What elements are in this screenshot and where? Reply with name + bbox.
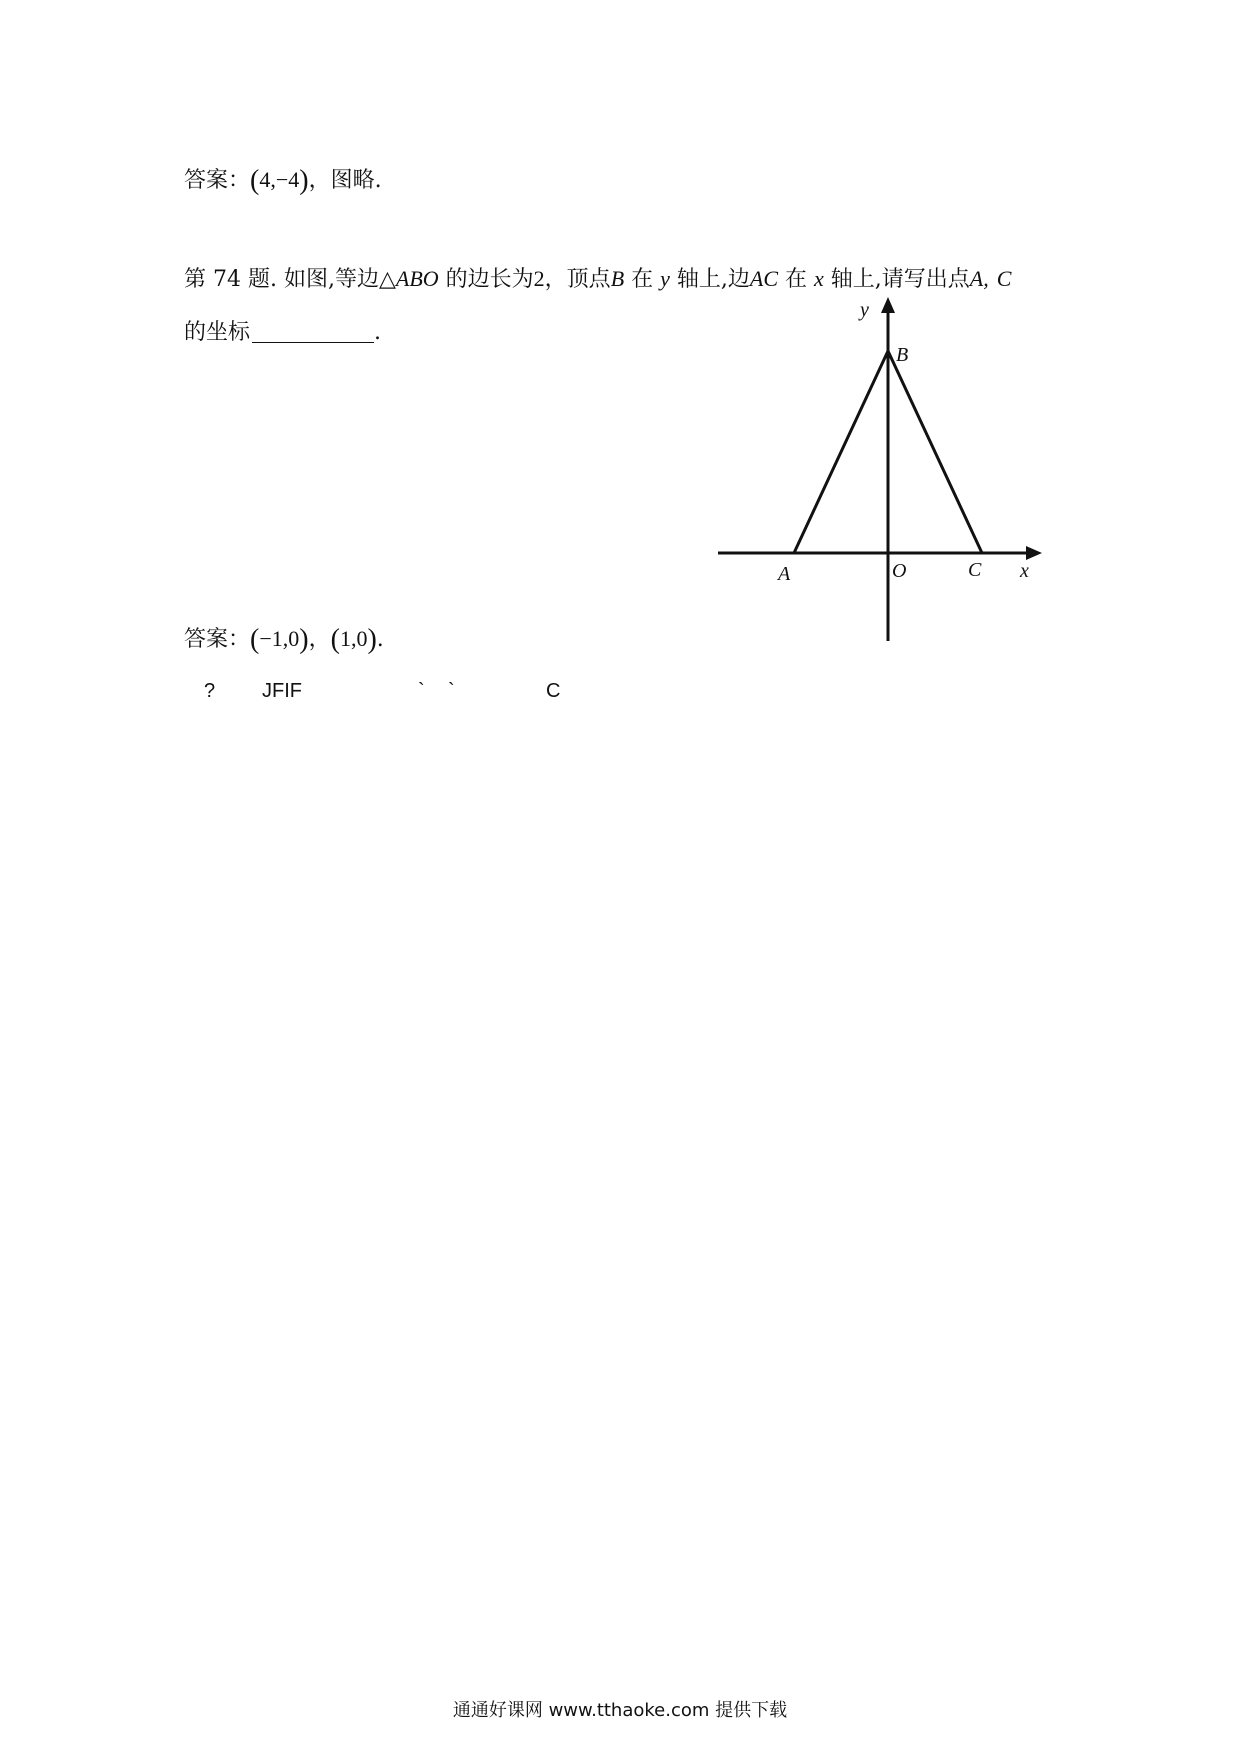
- side-length: 2: [533, 266, 545, 291]
- stray-tick-2: `: [448, 680, 455, 702]
- answer-separator: ，: [308, 627, 331, 652]
- question-text-1: 如图,等边: [276, 267, 379, 292]
- question-text-4: 在: [624, 267, 661, 292]
- segment-ab: [794, 351, 888, 553]
- question-text-2: 的边长为: [438, 267, 534, 292]
- question-line2-end: .: [374, 320, 382, 345]
- open-paren: (: [250, 624, 260, 655]
- answer-tail: ，图略.: [308, 168, 382, 193]
- answer-coordinate-2: 1,0: [339, 626, 368, 651]
- label-c: C: [968, 559, 982, 581]
- question-text-3: ，顶点: [544, 267, 611, 292]
- triangle-symbol: △: [378, 266, 396, 291]
- point-c: C: [996, 266, 1012, 291]
- axis-x-inline: x: [814, 266, 824, 291]
- axis-y-inline: y: [660, 266, 670, 291]
- close-paren: ): [299, 624, 309, 655]
- point-a: A,: [969, 266, 989, 291]
- answer-blank: [252, 320, 374, 343]
- question-line2-text: 的坐标: [184, 320, 251, 345]
- close-paren: ): [299, 165, 309, 196]
- x-axis-arrow: [1026, 546, 1042, 560]
- stray-tick-1: `: [418, 680, 425, 702]
- label-o: O: [892, 560, 907, 582]
- stray-jfif: JFIF: [262, 680, 302, 702]
- question-text-7: 轴上,请写出点: [823, 267, 970, 292]
- segment-bc: [888, 351, 982, 553]
- triangle-abo: ABO: [395, 266, 439, 291]
- stray-c: C: [546, 680, 561, 702]
- question-text-5: 轴上,边: [669, 267, 750, 292]
- label-a: A: [778, 563, 791, 585]
- edge-ac: AC: [749, 266, 779, 291]
- page-footer: 通通好课网 www.tthaoke.com 提供下载: [452, 1700, 788, 1721]
- answer-tail: .: [376, 627, 384, 652]
- label-x: x: [1020, 560, 1029, 582]
- answer-coordinate: 4,−4: [259, 167, 300, 192]
- answer-label: 答案：: [184, 627, 251, 652]
- answer-line-2: [184, 624, 384, 655]
- question-number: 第 74 题.: [184, 267, 277, 292]
- answer-coordinate-1: −1,0: [259, 626, 300, 651]
- question-line: [184, 264, 1011, 295]
- vertex-b: B: [610, 266, 625, 291]
- question-line-2: [184, 318, 381, 348]
- question-text-6: 在: [778, 267, 815, 292]
- answer-label: 答案：: [184, 168, 251, 193]
- stray-question-mark: ?: [204, 680, 216, 702]
- label-b: B: [896, 344, 909, 366]
- answer-line-1: [184, 165, 382, 196]
- open-paren: (: [250, 165, 260, 196]
- coordinate-figure: [700, 295, 1070, 655]
- label-y: y: [860, 299, 869, 321]
- close-paren: ): [367, 624, 377, 655]
- y-axis-arrow: [881, 297, 895, 313]
- open-paren: (: [330, 624, 340, 655]
